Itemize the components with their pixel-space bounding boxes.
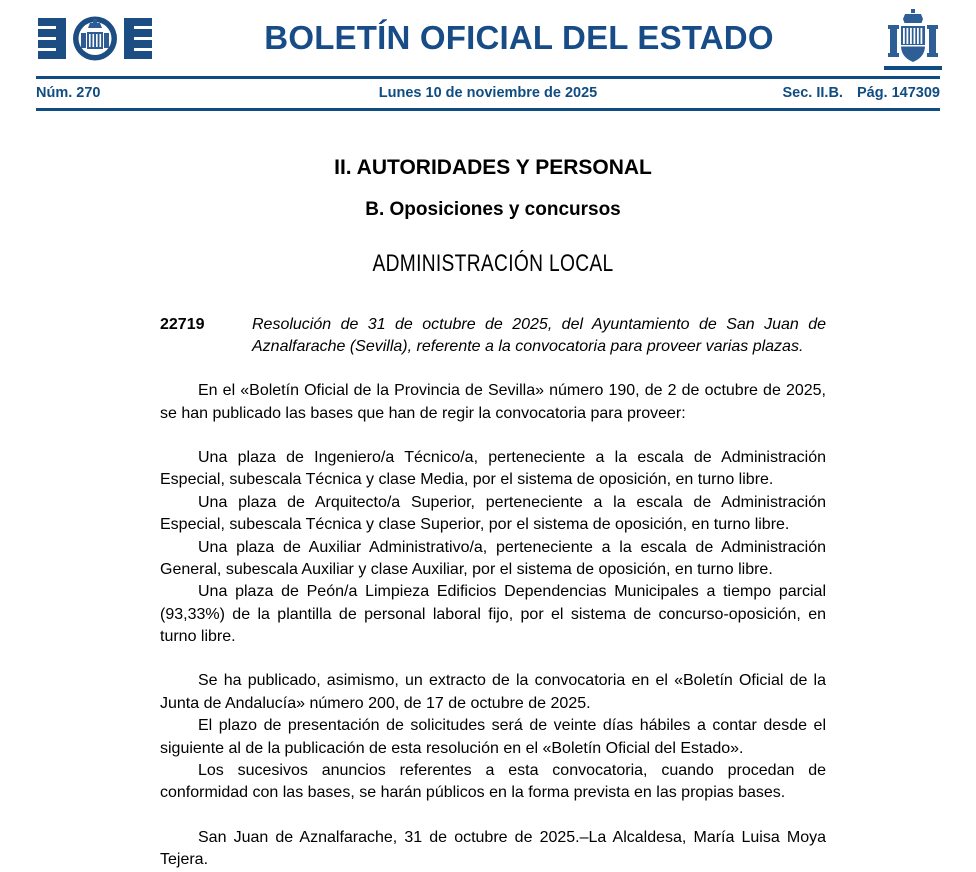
paragraph: Una plaza de Arquitecto/a Superior, perteneciente a la escala de Administración Especial, subescala Técnica y clase Superior, por el sistema de oposición, en turno libre.: [160, 493, 826, 534]
administration-heading: ADMINISTRACIÓN LOCAL: [372, 250, 614, 277]
paragraph: Una plaza de Ingeniero/a Técnico/a, perteneciente a la escala de Administración Especial, subescala Técnica y clase Media, por el sistema de oposición, en turno libre.: [160, 448, 826, 489]
masthead: [0, 0, 976, 76]
paragraph-group: [160, 380, 826, 425]
paragraph-group: [160, 827, 826, 872]
subsection-heading: B. Oposiciones y concursos: [365, 199, 621, 220]
paragraph-group: [160, 447, 826, 649]
item-number: 22719: [160, 316, 205, 333]
item-title: Resolución de 31 de octubre de 2025, del Ayuntamiento de San Juan de Aznalfarache (Sevilla), referente a la convocatoria para proveer varias plazas.: [252, 316, 826, 356]
paragraph-group: [160, 670, 826, 804]
paragraph: Los sucesivos anuncios referentes a esta convocatoria, cuando procedan de conformidad con las bases, se harán públicos en la forma prevista en las propias bases.: [160, 762, 826, 802]
body-text: [160, 380, 826, 871]
boe-logo-icon: [36, 14, 154, 62]
info-bar: [0, 79, 976, 108]
header-rule-bottom: [36, 108, 940, 111]
masthead-title: BOLETÍN OFICIAL DEL ESTADO: [264, 19, 774, 56]
paragraph: El plazo de presentación de solicitudes será de veinte días hábiles a contar desde el siguiente al de la publicación de esta resolución en el «Boletín Oficial del Estado».: [160, 717, 826, 757]
document-content: [0, 156, 976, 872]
section-label: Sec. II.B.: [782, 85, 843, 101]
paragraph: Se ha publicado, asimismo, un extracto de la convocatoria en el «Boletín Oficial de la Junta de Andalucía» número 200, de 17 de octubre de 2025.: [160, 672, 826, 712]
paragraph: San Juan de Aznalfarache, 31 de octubre de 2025.–La Alcaldesa, María Luisa Moya Tejera.: [160, 828, 826, 869]
issue-number: Núm. 270: [36, 85, 101, 101]
paragraph: Una plaza de Peón/a Limpieza Edificios Dependencias Municipales a tiempo parcial (93,33%) de la plantilla de personal laboral fijo, por el sistema de concurso-oposición, en turno libre.: [160, 583, 826, 646]
page-label: Pág. 147309: [856, 85, 940, 101]
item-entry: [160, 314, 826, 358]
paragraph: En el «Boletín Oficial de la Provincia de Sevilla» número 190, de 2 de octubre de 2025, se han publicado las bases que han de regir la convocatoria para proveer:: [160, 382, 826, 422]
paragraph: Una plaza de Auxiliar Administrativo/a, perteneciente a la escala de Administración General, subescala Auxiliar y clase Auxiliar, por el sistema de oposición, en turno libre.: [160, 538, 826, 578]
section-heading: II. AUTORIDADES Y PERSONAL: [334, 156, 652, 179]
publication-date: Lunes 10 de noviembre de 2025: [378, 85, 598, 101]
spain-coat-of-arms-icon: [884, 6, 942, 70]
